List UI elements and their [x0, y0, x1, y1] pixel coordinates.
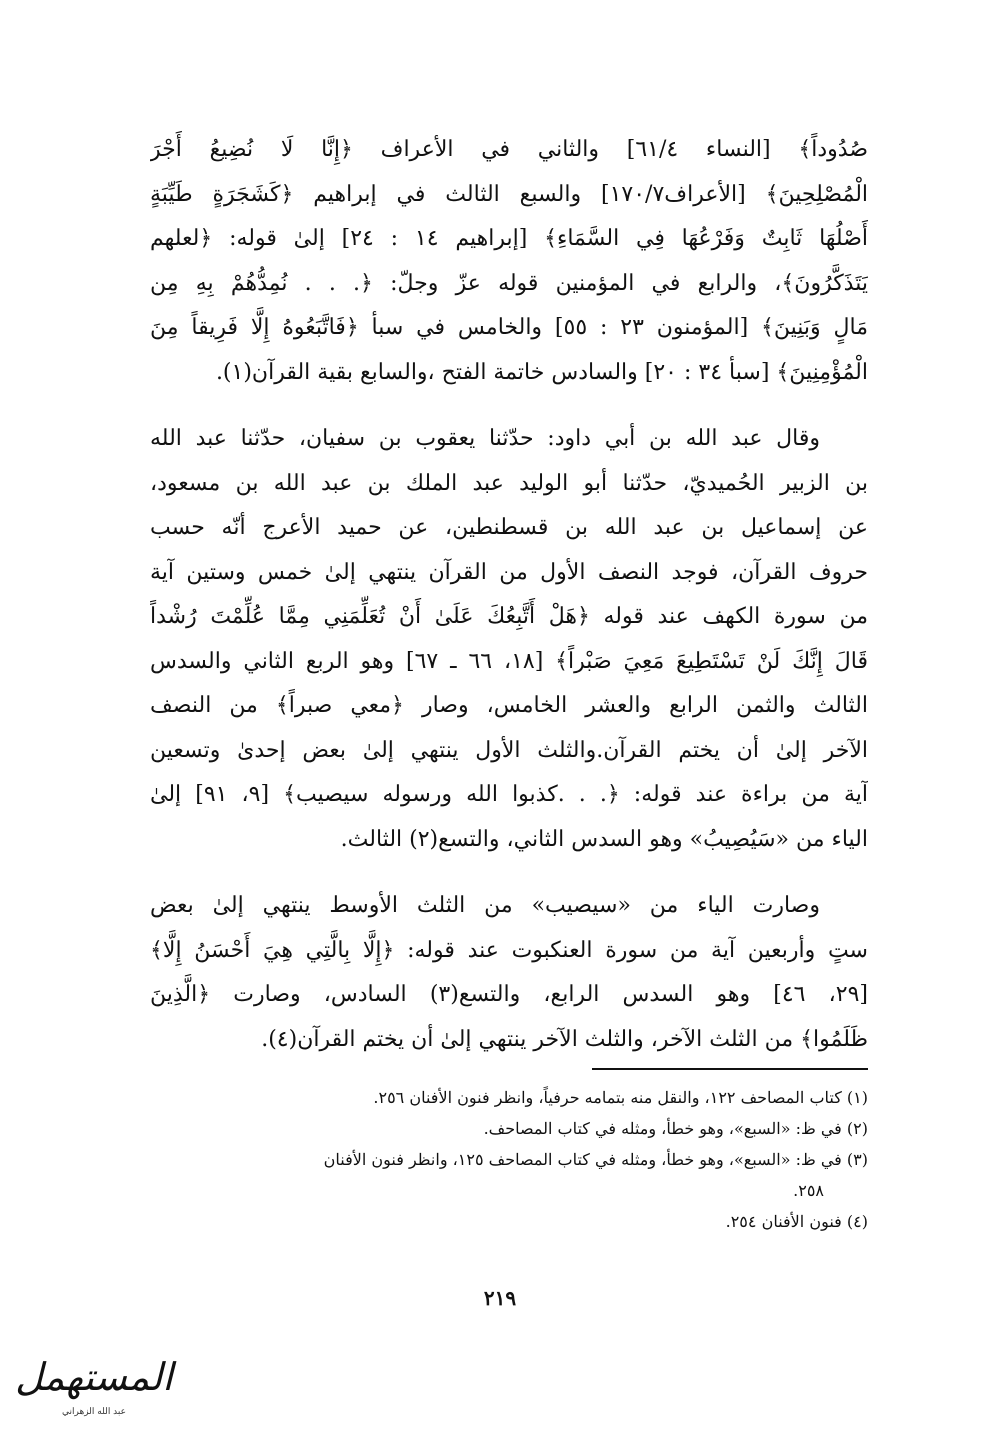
text-line: الْمُصْلِحِينَ﴾ [الأعراف١٧٠/٧] والسبع الثالث في إبراهيم ﴿كَشَجَرَةٍ طَيِّبَةٍ — [150, 181, 868, 207]
publisher-logo — [14, 1352, 174, 1424]
text-line: [٢٩، ٤٦] وهو السدس الرابع، والتسع(٣) السادس، وصارت ﴿الَّذِينَ — [150, 982, 868, 1007]
text-line: الياء من «سَيُصِيبُ» وهو السدس الثاني، والتسع(٢) الثالث. — [340, 826, 868, 852]
text-line: ظَلَمُوا﴾ من الثلث الآخر، والثلث الآخر ينتهي إلىٰ أن يختم القرآن(٤). — [261, 1026, 868, 1052]
footnote: (٢) في ظ: «السبع»، وهو خطأ، ومثله في كتاب المصاحف. — [483, 1119, 868, 1138]
footnote-continuation: ٢٥٨. — [793, 1181, 824, 1200]
paragraph-gap — [150, 862, 868, 884]
footnote: (١) كتاب المصاحف ١٢٢، والنقل منه بتمامه حرفياً، وانظر فنون الأفنان ٢٥٦. — [373, 1088, 868, 1107]
text-line: أَصْلُهَا ثَابِتٌ وَفَرْعُهَا فِي السَّمَاءِ﴾ [إبراهيم ١٤ : ٢٤] إلىٰ قوله: ﴿لعلهم — [150, 226, 868, 251]
text-line: صُدُوداً﴾ [النساء ٦١/٤] والثاني في الأعراف ﴿إِنَّا لَا نُضِيعُ أَجْرَ — [150, 137, 868, 162]
text-line: وقال عبد الله بن أبي داود: حدّثنا يعقوب بن سفيان، حدّثنا عبد الله — [150, 426, 820, 451]
text-line: حروف القرآن، فوجد النصف الأول من القرآن ينتهي إلىٰ خمس وستين آية — [150, 559, 868, 585]
text-line: آية من براءة عند قوله: ﴿. . .كذبوا الله ورسوله سيصيب﴾ [٩، ٩١] إلىٰ — [150, 782, 868, 807]
text-line: بن الزبير الحُميديّ، حدّثنا أبو الوليد عبد الملك بن عبد الله بن مسعود، — [150, 470, 868, 496]
text-line: الآخر إلىٰ أن يختم القرآن.والثلث الأول ينتهي إلىٰ بعض إحدىٰ وتسعين — [150, 737, 868, 763]
footnote: (٣) في ظ: «السبع»، وهو خطأ، ومثله في كتاب المصاحف ١٢٥، وانظر فنون الأفنان — [323, 1150, 868, 1169]
text-line: وصارت الياء من «سيصيب» من الثلث الأوسط ينتهي إلىٰ بعض — [150, 893, 820, 918]
text-line: ستٍ وأربعين آية من سورة العنكبوت عند قوله: ﴿إِلَّا بِالَّتِي هِيَ أَحْسَنُ إِلَّا﴾ — [150, 937, 868, 963]
page-number: ٢١٩ — [483, 1286, 517, 1310]
text-line: من سورة الكهف عند قوله ﴿هَلْ أَتَّبِعُكَ عَلَىٰ أَنْ تُعَلِّمَنِي مِمَّا عُلِّمْتَ رُشْداً — [150, 604, 868, 629]
paragraph-gap — [150, 395, 868, 417]
logo-calligraphy: المستهمل — [15, 1355, 173, 1399]
text-line: مَالٍ وَبَنِينَ﴾ [المؤمنون ٢٣ : ٥٥] والخامس في سبأ ﴿فَاتَّبَعُوهُ إِلَّا فَرِيقاً مِنَ — [150, 315, 868, 340]
footnote-divider — [592, 1068, 868, 1070]
footnote: (٤) فنون الأفنان ٢٥٤. — [725, 1212, 868, 1231]
footnotes — [150, 1082, 868, 1237]
text-line: الْمُؤْمِنِينَ﴾ [سبأ ٣٤ : ٢٠] والسادس خاتمة الفتح ،والسابع بقية القرآن(١). — [215, 359, 868, 385]
logo-subtext: عبد الله الزهراني — [61, 1407, 126, 1417]
text-line: قَالَ إِنَّكَ لَنْ تَسْتَطِيعَ مَعِيَ صَبْراً﴾ [١٨، ٦٦ ـ ٦٧] وهو الربع الثاني والسدس — [150, 648, 868, 674]
text-line: عن إسماعيل بن عبد الله بن قسطنطين، عن حميد الأعرج أنّه حسب — [150, 515, 868, 540]
text-line: يَتَذَكَّرُونَ﴾، والرابع في المؤمنين قوله عزّ وجلّ: ﴿. . . نُمِدُّهُمْ بِهِ مِن — [150, 270, 868, 296]
main-text — [150, 128, 868, 1062]
text-line: الثالث والثمن الرابع والعشر الخامس، وصار ﴿معي صبراً﴾ من النصف — [150, 693, 868, 718]
